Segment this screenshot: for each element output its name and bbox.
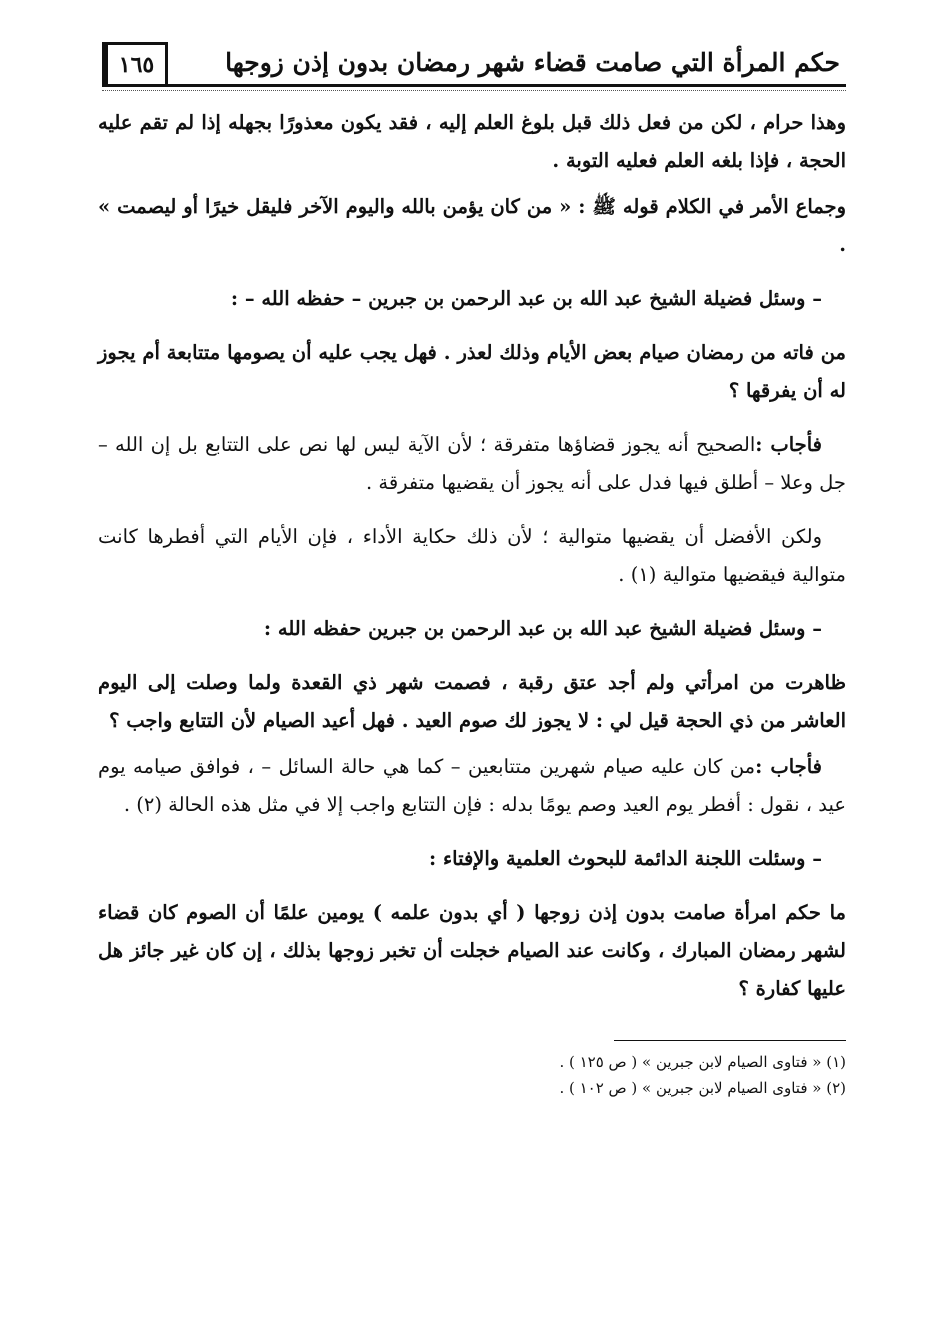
page-header xyxy=(98,38,846,96)
answer-lead: فأجاب : xyxy=(755,755,822,778)
answer-text: من كان عليه صيام شهرين متتابعين – كما هي حالة السائل – ، فوافق صيامه يوم عيد ، نقول : أفطر يوم العيد وصم يومًا بدله : فإن التتابع واجب إلا في مثل هذه الحالة (٢) . xyxy=(98,755,846,816)
paragraph: ولكن الأفضل أن يقضيها متوالية ؛ لأن ذلك حكاية الأداء ، فإن الأيام التي أفطرها كانت متوالية فيقضيها متوالية (١) . xyxy=(98,525,846,586)
header-dotted-rule xyxy=(102,90,846,91)
question-intro: – وسئل فضيلة الشيخ عبد الله بن عبد الرحمن بن جبرين حفظه الله : xyxy=(263,617,822,640)
answer-text: الصحيح أنه يجوز قضاؤها متفرقة ؛ لأن الآية ليس لها نص على التتابع بل إن الله – جل وعلا – أطلق فيها فدل على أنه يجوز أن يقضيها متفرقة . xyxy=(98,433,846,494)
paragraph: وهذا حرام ، لكن من فعل ذلك قبل بلوغ العلم إليه ، فقد يكون معذورًا بجهله إذا لم تقم عليه الحجة ، فإذا بلغه العلم فعليه التوبة . xyxy=(98,111,846,172)
answer-lead: فأجاب : xyxy=(755,433,822,456)
header-rule xyxy=(102,84,846,87)
answer xyxy=(98,426,846,502)
page-number: ١٦٥ xyxy=(102,42,168,84)
paragraph: وجماع الأمر في الكلام قوله ﷺ : « من كان يؤمن بالله واليوم الآخر فليقل خيرًا أو ليصمت » . xyxy=(98,195,846,256)
footnote: (١) « فتاوى الصيام لابن جبرين » ( ص ١٢٥ ) . xyxy=(559,1053,846,1071)
running-title: حكم المرأة التي صامت قضاء شهر رمضان بدون إذن زوجها xyxy=(225,48,840,77)
footnote: (٢) « فتاوى الصيام لابن جبرين » ( ص ١٠٢ ) . xyxy=(559,1079,846,1097)
page-body xyxy=(98,104,846,1008)
question: من فاته من رمضان صيام بعض الأيام وذلك لعذر . فهل يجب عليه أن يصومها متتابعة أم يجوز له أن يفرقها ؟ xyxy=(98,341,846,402)
question-intro: – وسئل فضيلة الشيخ عبد الله بن عبد الرحمن بن جبرين – حفظه الله – : xyxy=(230,287,822,310)
footnote-rule xyxy=(614,1040,846,1041)
question-intro: – وسئلت اللجنة الدائمة للبحوث العلمية والإفتاء : xyxy=(428,847,822,870)
book-page xyxy=(98,38,846,1101)
question: ما حكم امرأة صامت بدون إذن زوجها ( أي بدون علمه ) يومين علمًا أن الصوم كان قضاء لشهر رمضان المبارك ، وكانت عند الصيام خجلت أن تخبر زوجها بذلك ، إن كان غير جائز هل عليها كفارة ؟ xyxy=(98,901,846,1000)
answer xyxy=(98,748,846,824)
question: ظاهرت من امرأتي ولم أجد عتق رقبة ، فصمت شهر ذي القعدة ولما وصلت إلى اليوم العاشر من ذي الحجة قيل لي : لا يجوز لك صوم العيد . فهل أعيد الصيام لأن التتابع واجب ؟ xyxy=(98,671,846,732)
